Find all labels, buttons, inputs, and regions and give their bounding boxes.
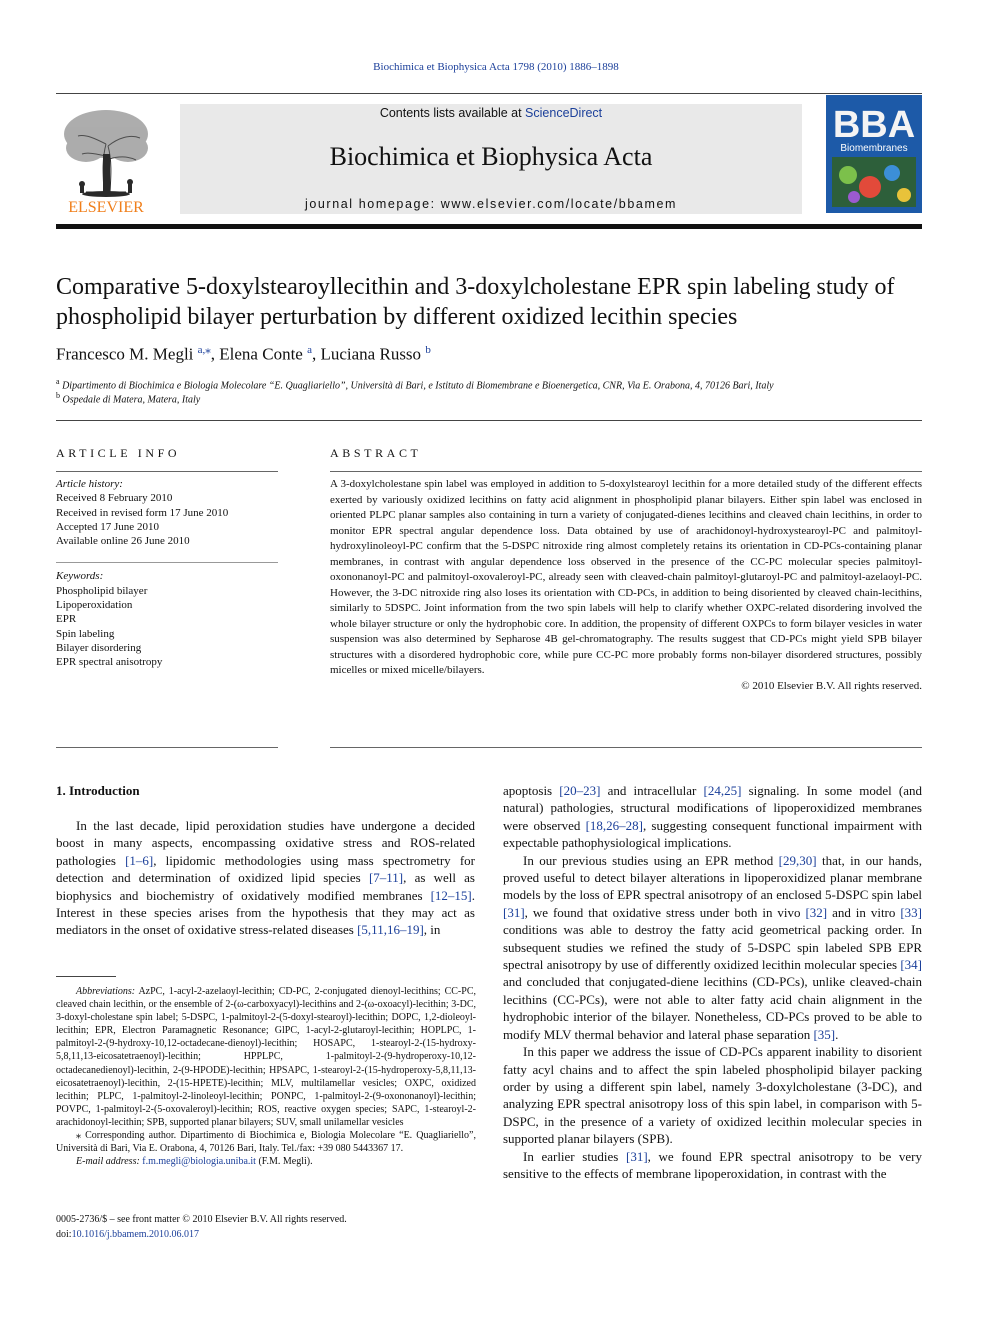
- body-text: conditions was able to destroy the fatty acid geometrical packing order. In subsequent studies we refined the study of 5-DSPC spin labeled SPB EPR spectral anisotropy by use of differently oxidized lecithin molecular species: [503, 922, 922, 973]
- reference-link[interactable]: [35]: [813, 1026, 836, 1042]
- author-2[interactable]: Elena Conte: [219, 344, 303, 364]
- footnote-rule: [56, 976, 116, 977]
- abstract-copyright: © 2010 Elsevier B.V. All rights reserved.: [741, 679, 922, 692]
- tree-icon: [56, 104, 156, 216]
- author-2-affiliation-mark[interactable]: a: [307, 344, 312, 356]
- journal-citation[interactable]: Biochimica et Biophysica Acta 1798 (2010) 1886–1898: [373, 61, 619, 73]
- author-3-affiliation-mark[interactable]: b: [425, 344, 431, 356]
- keywords-divider: [56, 548, 278, 563]
- email-label: E-mail address:: [76, 1156, 140, 1168]
- author-separator: ,: [311, 344, 321, 364]
- body-text: signaling. In some model (and natural) pathologies, structural modifications of lipoperoxidized membranes were observed: [503, 783, 922, 833]
- masthead-bottom-rule: [56, 224, 922, 229]
- journal-cover: [826, 95, 922, 213]
- body-text: , we found EPR spectral anisotropy to be very sensitive to the effects of membrane lipoperoxidation, in contrast with the: [503, 1148, 922, 1181]
- abbreviations-label: Abbreviations:: [76, 986, 136, 997]
- contents-prefix: Contents lists available at: [379, 106, 526, 120]
- issn-line: 0005-2736/$ – see front matter © 2010 Elsevier B.V. All rights reserved.: [56, 1214, 347, 1225]
- body-text: In earlier studies: [523, 1148, 626, 1164]
- intro-left-column: [56, 817, 475, 939]
- intro-paragraph: [503, 1043, 922, 1147]
- keyword[interactable]: EPR: [56, 613, 77, 626]
- masthead-top-rule: [56, 93, 922, 94]
- journal-masthead: [180, 104, 802, 214]
- email-link[interactable]: f.m.megli@biologia.uniba.it: [142, 1156, 256, 1168]
- body-text: and intracellular: [600, 783, 704, 798]
- article-info-rule: [56, 471, 278, 472]
- abstract-rule: [330, 471, 922, 472]
- affiliation-text: Dipartimento di Biochimica e Biologia Molecolare “E. Quagliariello”, Università di Bari, e Istituto di Biomembrane e Bioenergetica, CNR, Via E. Orabona, 4, 70126 Bari, Italy: [62, 380, 774, 392]
- body-text: In the last decade, lipid peroxidation studies have undergone a decided boost in many aspects, encompassing oxidative stress and ROS-related pathologies: [56, 818, 475, 868]
- article-info: [56, 477, 278, 670]
- reference-link[interactable]: [31]: [503, 904, 525, 920]
- history-revised: Received in revised form 17 June 2010: [56, 506, 229, 519]
- affiliation-mark: a: [56, 377, 60, 386]
- abstract-heading: ABSTRACT: [330, 446, 422, 460]
- body-text: , suggesting consequent functional impairment with expectable pathophysiological implications.: [503, 817, 922, 851]
- body-text: and in vitro: [827, 904, 901, 920]
- cover-title: BBA: [832, 104, 916, 146]
- intro-paragraph: [503, 852, 922, 1043]
- keyword[interactable]: Spin labeling: [56, 627, 115, 640]
- keyword[interactable]: Phospholipid bilayer: [56, 584, 148, 597]
- author-1-affiliation-mark[interactable]: a,⁎: [197, 344, 211, 356]
- body-text: , as well as biophysics and biochemistry of oxidatively modified membranes: [56, 870, 475, 903]
- doi-line: [56, 1228, 476, 1243]
- intro-paragraph: [503, 1148, 922, 1183]
- affiliation-text: Ospedale di Matera, Matera, Italy: [62, 394, 201, 406]
- abbreviations-text: AzPC, 1-acyl-2-azelaoyl-lecithin; CD-PC, 2-conjugated dienoyl-lecithins; CC-PC, cleaved chain lecithin, or the ensemble of 2-(ω-carboxyacyl)-lecithins and 2-(ω-oxoacyl)-lecithin; 3-DC, 3-doxyl-cholestane spin label; 5-DSPC, 1-palmitoyl-2-(5-doxyl-stearoyl)-lecithin; DOPC, 1,2-dioleoyl-lecithin; EPR, Electron Paramagnetic Resonance; GlPC, 1-acyl-2-glutaroyl-lecithin; HOPLPC, 1-palmitoyl-2-(9-hydroxy-10,12-octadecane-dienoyl)-lecithin; HOSAPC, 1-stearoyl-2-(15-hydroxy-5,8,11,13-eicosatetraenoyl)-lecithin; HPPLPC, 1-palmitoyl-2-(9-hydroperoxy-10,12-octadecanedienoyl)-lecithin, 2-(9-HPODE)-lecithin; HPSAPC, 1-stearoyl-2-(15-hydroperoxy-5,8,11,13-eicosatetraenoyl)-lecithin, 2-(15-HPETE)-lecithin; MLV, multilamellar vesicles; OXPC, oxidized lecithin; PLPC, 1-palmitoyl-2-linoleoyl-lecithin; PONPC, 1-palmitoyl-2-(9-oxononanoyl)-lecithin; POVPC, 1-palmitoyl-2-(5-oxovaleroyl)-lecithin; ROS, reactive oxygen species; SAPC, 1-stearoyl-2-arachidonoyl-lecithin; SPB, supported planar bilayers; SUV, small unilamellar vesicles: [56, 986, 476, 1128]
- reference-link[interactable]: [7–11]: [368, 870, 404, 886]
- cover-image: [826, 95, 922, 213]
- abbreviations-footnote: [56, 985, 476, 1129]
- reference-link[interactable]: [5,11,16–19]: [357, 922, 424, 938]
- reference-link[interactable]: [1–6]: [125, 852, 154, 868]
- affiliation-a: [56, 377, 926, 391]
- reference-link[interactable]: [24,25]: [703, 783, 742, 798]
- cover-subtitle: Biomembranes: [840, 143, 908, 154]
- reference-link[interactable]: [32]: [805, 904, 828, 920]
- reference-link[interactable]: [12–15]: [430, 887, 472, 903]
- footnotes: [56, 985, 476, 1168]
- body-text: .: [835, 1026, 839, 1042]
- body-text: . Interest in these species arises from the hypothesis that they may act as mediators in the onset of oxidative stress-related diseases: [56, 887, 475, 938]
- keywords-label: Keywords:: [56, 570, 104, 583]
- affiliation-mark: b: [56, 391, 60, 400]
- intro-right-column: [503, 782, 922, 1182]
- sciencedirect-link[interactable]: ScienceDirect: [525, 106, 603, 120]
- abstract-text: A 3-doxylcholestane spin label was employed in addition to 5-doxylstearoyl lecithin for a more detailed study of the different effects exerted by variously oxidized lecithins on fatty acid alignment in phospholipid planar bilayers. Either spin label was enclosed in oriented PLPC planar samples also containing in turn a variety of conjugated-dienes lecithins and cleaved chain lecithins, in order to monitor EPR spectral angular dependence loss. Data obtained by use of arachidonoyl-hydroxystearoyl-PC and palmitoyl-hydroxylinoleoyl-PC confirm that the 5-DSPC nitroxide ring almost completely retains its orientation in CD-PCs-containing planar membranes, in contrast with angular dependence loss observed in the presence of the CC-PC molecular species palmitoyl-oxononanoyl-PC and palmitoyl-oxovaleroyl-PC, already seen with cleaved-chain palmitoyl-glutaroyl-PC and palmitoyl-azelaoyl-PC. However, the 3-DC nitroxide ring also loses its orientation with CD-PCs, in addition to being disoriented by cleaved chain-lecithins, similarly to 5DSPC. Joint information from the two spin labels will help to clarify whether OXPC-related disordering involved the whole bilayer structure or only the hydrophobic core. In addition, the propensity of different OXPCs to form bilayer vesicles in water suspension was also determined by Sepharose 4B gel-chromatography. The results suggest that CD-PCs might yield SPB bilayer structures with a disordered hydrophobic core, while pure CC-PC more probably forms non-bilayer disordered structures, possibly micelles or mixed micelle/bilayers.: [330, 478, 922, 676]
- body-text: , in: [423, 922, 441, 938]
- keyword[interactable]: EPR spectral anisotropy: [56, 656, 163, 669]
- history-accepted: Accepted 17 June 2010: [56, 520, 159, 533]
- body-text: and concluded that conjugated-diene lecithins (CD-PCs), unlike cleaved-chain lecithins (CC-PCs), were not able to alter fatty acid chain alignment in the hydrophobic interior of the bilayer. Nonetheless, CD-PCs proved to be able to modify MLV thermal behavior and lateral phase separation: [503, 974, 922, 1042]
- header-divider: [56, 420, 922, 421]
- doi-link[interactable]: 10.1016/j.bbamem.2010.06.017: [71, 1228, 200, 1240]
- abstract-bottom-rule: [330, 747, 922, 748]
- keyword[interactable]: Lipoperoxidation: [56, 599, 133, 612]
- elsevier-wordmark: ELSEVIER: [68, 199, 144, 216]
- body-text: , we found that oxidative stress under both in vivo: [524, 904, 806, 920]
- author-list: [56, 343, 916, 365]
- journal-homepage-link[interactable]: journal homepage: www.elsevier.com/locate/bbamem: [304, 197, 678, 211]
- article-info-heading: ARTICLE INFO: [56, 446, 181, 460]
- corresponding-author-footnote: ⁎ Corresponding author. Dipartimento di Biochimica e, Biologia Molecolare “E. Quagliariello”, Università di Bari, Via E. Orabona, 4, 70126 Bari, Italy. Tel./fax: +39 080 5443367 17.: [56, 1130, 476, 1155]
- reference-link[interactable]: [29,30]: [778, 852, 817, 868]
- author-1[interactable]: Francesco M. Megli: [56, 344, 194, 364]
- contents-line: [180, 104, 802, 120]
- email-footnote: [56, 1155, 476, 1168]
- history-online: Available online 26 June 2010: [56, 535, 190, 548]
- doi-label: doi:: [56, 1228, 72, 1240]
- keyword[interactable]: Bilayer disordering: [56, 641, 142, 654]
- article-title: Comparative 5-doxylstearoyllecithin and 3-doxylcholestane EPR spin labeling study of phospholipid bilayer perturbation by different oxidized lecithin species: [56, 274, 895, 330]
- affiliation-b: [56, 391, 926, 405]
- body-text: In our previous studies using an EPR method: [523, 852, 779, 868]
- abstract: [330, 477, 922, 694]
- email-suffix: (F.M. Megli).: [255, 1156, 313, 1168]
- front-matter: [56, 1213, 476, 1242]
- body-text: In this paper we address the issue of CD-PCs apparent inability to disorient fatty acyl chains and to affect the spin labeled phospholipid bilayer packing order by using a different spin label, namely 3-doxylcholestane (3-DC), and analyzing EPR spectral anisotropy loss of this spin label, in comparison with 5-DSPC, in the presence of a variety of oxidized lecithin molecular species in supported planar bilayers (SPB).: [503, 1044, 922, 1147]
- journal-title: Biochimica et Biophysica Acta: [329, 142, 653, 171]
- introduction-heading: 1. Introduction: [56, 783, 140, 798]
- elsevier-logo: [56, 104, 156, 216]
- body-text: apoptosis: [503, 783, 560, 798]
- reference-link[interactable]: [34]: [900, 957, 922, 973]
- reference-link[interactable]: [20–23]: [559, 783, 601, 798]
- reference-link[interactable]: [18,26–28]: [585, 817, 643, 833]
- reference-link[interactable]: [33]: [900, 904, 922, 920]
- history-received: Received 8 February 2010: [56, 492, 173, 505]
- reference-link[interactable]: [31]: [626, 1148, 648, 1164]
- author-3[interactable]: Luciana Russo: [320, 344, 422, 364]
- author-separator: ,: [210, 344, 220, 364]
- article-info-bottom-rule: [56, 747, 278, 748]
- intro-paragraph: [503, 782, 922, 852]
- intro-paragraph: [56, 817, 475, 939]
- body-text: that, in our hands, proved useful to detect bilayer alterations in lipoperoxidized planar membrane models by the loss of EPR spectral anisotropy of an enclosed 5-DSPC spin label: [503, 852, 922, 903]
- body-text: , lipidomic methodologies using mass spectrometry for detection and determination of oxidized lipid species: [56, 852, 475, 886]
- history-label: Article history:: [56, 478, 123, 490]
